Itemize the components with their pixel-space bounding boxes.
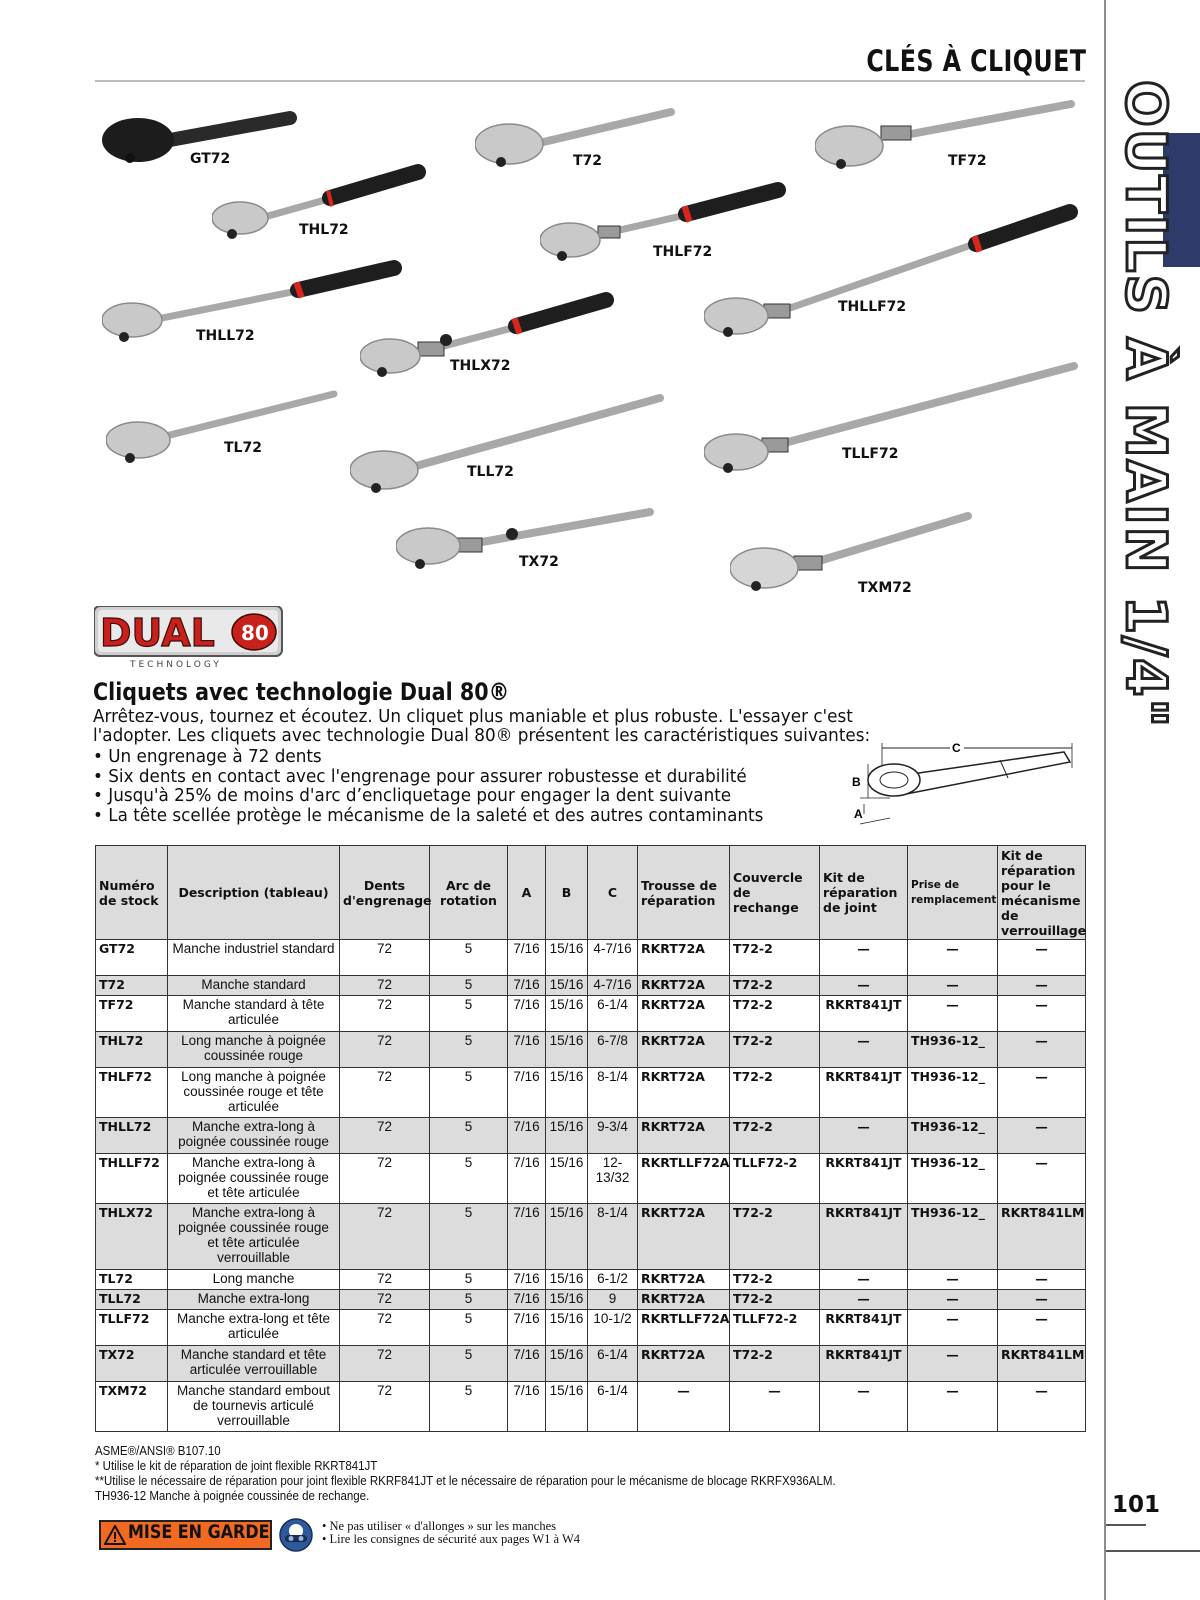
table-cell-a: 7/16 — [508, 1310, 546, 1346]
table-cell-b: 15/16 — [546, 1154, 588, 1204]
col-header-b: B — [546, 846, 588, 940]
table-cell-lock: — — [998, 1154, 1086, 1204]
table-cell-kit: RKRT72A — [638, 1118, 730, 1154]
table-cell-arc: 5 — [430, 976, 508, 996]
table-cell-grip: — — [908, 1270, 998, 1290]
table-cell-kit: RKRT72A — [638, 1204, 730, 1270]
table-row — [96, 1154, 1086, 1204]
table-row — [96, 1310, 1086, 1346]
table-cell-seal: RKRT841JT — [820, 1346, 908, 1382]
table-cell-a: 7/16 — [508, 1270, 546, 1290]
table-cell-seal: — — [820, 1270, 908, 1290]
table-cell-grip: — — [908, 976, 998, 996]
ratchet-image-thllf72 — [704, 200, 1084, 340]
table-cell-desc: Manche standard à tête articulée — [168, 996, 340, 1032]
feature-item: • Jusqu'à 25% de moins d'arc d’encliquetage pour engager la dent suivante — [93, 786, 732, 806]
product-label: TX72 — [519, 554, 559, 570]
table-cell-lock: — — [998, 996, 1086, 1032]
table-cell-sku: THLLF72 — [96, 1154, 168, 1204]
table-row — [96, 996, 1086, 1032]
table-cell-sku: TLLF72 — [96, 1310, 168, 1346]
table-row — [96, 1290, 1086, 1310]
table-cell-cover: T72-2 — [730, 1068, 820, 1118]
table-cell-b: 15/16 — [546, 996, 588, 1032]
table-cell-desc: Manche standard et tête articulée verrouillable — [168, 1346, 340, 1382]
table-cell-kit: RKRT72A — [638, 1068, 730, 1118]
warning-triangle-icon — [104, 1525, 126, 1545]
table-cell-teeth: 72 — [340, 1032, 430, 1068]
table-cell-sku: TXM72 — [96, 1382, 168, 1432]
ratchet-image-tll72 — [350, 388, 670, 498]
intro-line: l'adopter. Les cliquets avec technologie Dual 80® présentent les caractéristiques suivantes: — [93, 726, 871, 746]
table-cell-cover: — — [730, 1382, 820, 1432]
table-cell-cover: TLLF72-2 — [730, 1310, 820, 1346]
table-cell-grip: — — [908, 1290, 998, 1310]
table-cell-seal: RKRT841JT — [820, 1204, 908, 1270]
warning-text — [322, 1520, 580, 1546]
product-label: THLL72 — [196, 328, 255, 344]
intro-line: Arrêtez-vous, tournez et écoutez. Un cliquet plus maniable et plus robuste. L'essayer c'est — [93, 707, 853, 727]
dual80-logo — [94, 606, 284, 668]
warning-line: • Lire les consignes de sécurité aux pages W1 à W4 — [322, 1532, 580, 1546]
table-cell-b: 15/16 — [546, 1032, 588, 1068]
spec-table — [95, 845, 1086, 1432]
side-section-title: OUTILS À MAIN 1/4" — [1114, 80, 1178, 730]
feature-item: • Un engrenage à 72 dents — [93, 747, 322, 767]
table-cell-arc: 5 — [430, 1382, 508, 1432]
dim-label-c: C — [952, 741, 961, 755]
table-cell-c: 8-1/4 — [588, 1068, 638, 1118]
table-cell-kit: RKRT72A — [638, 1346, 730, 1382]
product-label: TLLF72 — [842, 446, 899, 462]
col-header-grip: Prise de remplacement — [908, 846, 998, 940]
table-cell-teeth: 72 — [340, 1154, 430, 1204]
table-cell-c: 6-1/4 — [588, 1382, 638, 1432]
table-cell-seal: — — [820, 940, 908, 976]
ratchet-image-txm72 — [730, 506, 980, 602]
table-cell-teeth: 72 — [340, 1382, 430, 1432]
table-cell-sku: T72 — [96, 976, 168, 996]
table-cell-desc: Manche extra-long et tête articulée — [168, 1310, 340, 1346]
footnotes — [95, 1444, 836, 1504]
table-cell-cover: T72-2 — [730, 1204, 820, 1270]
table-cell-cover: T72-2 — [730, 976, 820, 996]
table-cell-a: 7/16 — [508, 996, 546, 1032]
table-cell-cover: T72-2 — [730, 1346, 820, 1382]
table-row — [96, 1382, 1086, 1432]
table-cell-lock: RKRT841LM — [998, 1204, 1086, 1270]
logo-number: 80 — [241, 621, 269, 645]
table-cell-sku: THLX72 — [96, 1204, 168, 1270]
table-cell-lock: — — [998, 1032, 1086, 1068]
table-cell-b: 15/16 — [546, 1068, 588, 1118]
table-cell-grip: TH936-12_ — [908, 1204, 998, 1270]
logo-subtitle: TECHNOLOGY — [130, 660, 222, 668]
table-cell-seal: — — [820, 976, 908, 996]
table-cell-c: 4-7/16 — [588, 976, 638, 996]
table-row — [96, 940, 1086, 976]
table-body — [96, 940, 1086, 1432]
table-cell-cover: T72-2 — [730, 1118, 820, 1154]
table-cell-kit: RKRT72A — [638, 996, 730, 1032]
table-cell-sku: GT72 — [96, 940, 168, 976]
table-cell-kit: RKRT72A — [638, 1290, 730, 1310]
table-cell-teeth: 72 — [340, 1290, 430, 1310]
table-cell-teeth: 72 — [340, 996, 430, 1032]
feature-item: • La tête scellée protège le mécanisme de la saleté et des autres contaminants — [93, 805, 764, 826]
col-header-seal-kit: Kit de réparation de joint — [820, 846, 908, 940]
table-cell-seal: — — [820, 1290, 908, 1310]
table-cell-b: 15/16 — [546, 1346, 588, 1382]
table-cell-teeth: 72 — [340, 1204, 430, 1270]
table-cell-arc: 5 — [430, 1204, 508, 1270]
table-cell-lock: — — [998, 1068, 1086, 1118]
page-number-rule — [1106, 1550, 1200, 1552]
table-row — [96, 1032, 1086, 1068]
table-cell-grip: — — [908, 1310, 998, 1346]
table-cell-arc: 5 — [430, 1068, 508, 1118]
dim-label-a: A — [854, 807, 863, 821]
table-cell-arc: 5 — [430, 1154, 508, 1204]
product-label: THLX72 — [450, 358, 511, 374]
table-cell-b: 15/16 — [546, 1118, 588, 1154]
table-cell-desc: Manche standard — [168, 976, 340, 996]
table-row — [96, 1270, 1086, 1290]
table-cell-sku: TLL72 — [96, 1290, 168, 1310]
intro-paragraph — [93, 707, 871, 746]
table-cell-b: 15/16 — [546, 1310, 588, 1346]
col-header-repair-kit: Trousse de réparation — [638, 846, 730, 940]
table-cell-teeth: 72 — [340, 1310, 430, 1346]
table-cell-desc: Manche standard embout de tournevis articulé verrouillable — [168, 1382, 340, 1432]
table-cell-b: 15/16 — [546, 1204, 588, 1270]
table-cell-lock: — — [998, 1290, 1086, 1310]
table-cell-seal: RKRT841JT — [820, 996, 908, 1032]
section-heading: Cliquets avec technologie Dual 80® — [93, 678, 510, 706]
table-cell-c: 9 — [588, 1290, 638, 1310]
col-header-stock: Numéro de stock — [96, 846, 168, 940]
table-cell-kit: RKRTLLF72A — [638, 1154, 730, 1204]
feature-list — [93, 748, 763, 826]
product-label: TF72 — [948, 153, 987, 169]
footnote: TH936-12 Manche à poignée coussinée de rechange. — [95, 1489, 370, 1503]
feature-item: • Six dents en contact avec l'engrenage pour assurer robustesse et durabilité — [93, 766, 747, 787]
table-cell-seal: RKRT841JT — [820, 1068, 908, 1118]
page-title: CLÉS À CLIQUET — [865, 44, 1086, 78]
table-cell-seal: — — [820, 1382, 908, 1432]
col-header-cover: Couvercle de rechange — [730, 846, 820, 940]
table-cell-arc: 5 — [430, 1346, 508, 1382]
warning-line: • Ne pas utiliser « d'allonges » sur les manches — [322, 1519, 557, 1533]
page-number-rule — [1106, 1524, 1146, 1526]
table-cell-sku: TX72 — [96, 1346, 168, 1382]
table-cell-grip: — — [908, 940, 998, 976]
table-cell-grip: TH936-12_ — [908, 1154, 998, 1204]
table-cell-sku: TL72 — [96, 1270, 168, 1290]
table-cell-cover: T72-2 — [730, 996, 820, 1032]
table-cell-desc: Long manche — [168, 1270, 340, 1290]
table-cell-b: 15/16 — [546, 976, 588, 996]
table-cell-desc: Manche extra-long à poignée coussinée rouge — [168, 1118, 340, 1154]
product-label: THLLF72 — [838, 299, 907, 315]
table-cell-c: 12-13/32 — [588, 1154, 638, 1204]
table-row — [96, 1118, 1086, 1154]
table-cell-sku: THLF72 — [96, 1068, 168, 1118]
product-label: THL72 — [299, 222, 349, 238]
table-cell-grip: — — [908, 1346, 998, 1382]
table-cell-teeth: 72 — [340, 1068, 430, 1118]
table-cell-sku: THL72 — [96, 1032, 168, 1068]
table-cell-lock: — — [998, 1310, 1086, 1346]
page-number: 101 — [1112, 1492, 1161, 1518]
table-cell-teeth: 72 — [340, 1270, 430, 1290]
table-cell-arc: 5 — [430, 996, 508, 1032]
table-cell-a: 7/16 — [508, 940, 546, 976]
table-cell-a: 7/16 — [508, 1068, 546, 1118]
logo-word: DUAL — [100, 611, 215, 655]
table-cell-desc: Manche extra-long — [168, 1290, 340, 1310]
table-row — [96, 976, 1086, 996]
table-cell-lock: — — [998, 1382, 1086, 1432]
table-cell-grip: TH936-12_ — [908, 1068, 998, 1118]
header-rule — [95, 80, 1085, 82]
table-cell-a: 7/16 — [508, 976, 546, 996]
table-cell-a: 7/16 — [508, 1290, 546, 1310]
product-label: TLL72 — [467, 464, 514, 480]
table-cell-desc: Manche industriel standard — [168, 940, 340, 976]
table-cell-kit: — — [638, 1382, 730, 1432]
table-cell-lock: — — [998, 940, 1086, 976]
table-row — [96, 1204, 1086, 1270]
table-cell-desc: Long manche à poignée coussinée rouge et tête articulée — [168, 1068, 340, 1118]
product-label: TL72 — [224, 440, 262, 456]
dim-label-b: B — [852, 775, 861, 789]
table-cell-lock: — — [998, 1270, 1086, 1290]
table-cell-arc: 5 — [430, 1270, 508, 1290]
table-cell-seal: — — [820, 1118, 908, 1154]
table-cell-cover: TLLF72-2 — [730, 1154, 820, 1204]
table-cell-arc: 5 — [430, 1118, 508, 1154]
product-label: T72 — [573, 153, 603, 169]
warning-label: MISE EN GARDE — [128, 1521, 270, 1543]
table-cell-grip: — — [908, 1382, 998, 1432]
table-cell-teeth: 72 — [340, 1118, 430, 1154]
table-cell-a: 7/16 — [508, 1118, 546, 1154]
table-cell-kit: RKRT72A — [638, 940, 730, 976]
table-cell-seal: RKRT841JT — [820, 1154, 908, 1204]
table-cell-arc: 5 — [430, 1032, 508, 1068]
table-cell-arc: 5 — [430, 1290, 508, 1310]
table-cell-lock: RKRT841LM — [998, 1346, 1086, 1382]
table-cell-teeth: 72 — [340, 1346, 430, 1382]
table-cell-b: 15/16 — [546, 1270, 588, 1290]
table-cell-a: 7/16 — [508, 1382, 546, 1432]
table-cell-desc: Manche extra-long à poignée coussinée rouge et tête articulée verrouillable — [168, 1204, 340, 1270]
table-cell-arc: 5 — [430, 1310, 508, 1346]
footnote: **Utilise le nécessaire de réparation pour joint flexible RKRF841JT et le nécessaire de réparation pour le mécanisme de blocage RKRFX936ALM. — [95, 1474, 836, 1488]
table-cell-arc: 5 — [430, 940, 508, 976]
table-cell-a: 7/16 — [508, 1154, 546, 1204]
table-header-row — [96, 846, 1086, 940]
table-cell-c: 8-1/4 — [588, 1204, 638, 1270]
table-cell-lock: — — [998, 1118, 1086, 1154]
table-cell-b: 15/16 — [546, 940, 588, 976]
safety-goggles-icon — [279, 1518, 313, 1552]
table-cell-grip: — — [908, 996, 998, 1032]
footnote: * Utilise le kit de réparation de joint flexible RKRT841JT — [95, 1459, 378, 1473]
table-cell-kit: RKRT72A — [638, 1270, 730, 1290]
table-cell-a: 7/16 — [508, 1204, 546, 1270]
table-cell-grip: TH936-12_ — [908, 1118, 998, 1154]
table-cell-cover: T72-2 — [730, 1270, 820, 1290]
table-cell-c: 9-3/4 — [588, 1118, 638, 1154]
table-cell-b: 15/16 — [546, 1382, 588, 1432]
product-label: GT72 — [190, 151, 231, 167]
table-cell-c: 10-1/2 — [588, 1310, 638, 1346]
table-cell-b: 15/16 — [546, 1290, 588, 1310]
col-header-c: C — [588, 846, 638, 940]
table-cell-cover: T72-2 — [730, 1032, 820, 1068]
product-label: TXM72 — [858, 580, 912, 596]
table-cell-desc: Long manche à poignée coussinée rouge — [168, 1032, 340, 1068]
col-header-lock-kit: Kit de réparation pour le mécanisme de verrouillage — [998, 846, 1086, 940]
table-cell-kit: RKRT72A — [638, 976, 730, 996]
table-cell-seal: — — [820, 1032, 908, 1068]
col-header-description: Description (tableau) — [168, 846, 340, 940]
col-header-arc: Arc de rotation — [430, 846, 508, 940]
side-divider — [1104, 0, 1106, 1600]
table-cell-cover: T72-2 — [730, 1290, 820, 1310]
table-cell-c: 6-1/2 — [588, 1270, 638, 1290]
table-cell-cover: T72-2 — [730, 940, 820, 976]
dimension-diagram — [850, 740, 1086, 826]
table-cell-teeth: 72 — [340, 940, 430, 976]
table-cell-seal: RKRT841JT — [820, 1310, 908, 1346]
table-cell-sku: THLL72 — [96, 1118, 168, 1154]
table-cell-c: 6-1/4 — [588, 996, 638, 1032]
table-row — [96, 1068, 1086, 1118]
table-cell-sku: TF72 — [96, 996, 168, 1032]
col-header-teeth: Dents d'engrenage — [340, 846, 430, 940]
table-cell-teeth: 72 — [340, 976, 430, 996]
table-cell-c: 6-7/8 — [588, 1032, 638, 1068]
table-cell-a: 7/16 — [508, 1032, 546, 1068]
col-header-a: A — [508, 846, 546, 940]
table-cell-a: 7/16 — [508, 1346, 546, 1382]
table-cell-desc: Manche extra-long à poignée coussinée rouge et tête articulée — [168, 1154, 340, 1204]
table-cell-kit: RKRT72A — [638, 1032, 730, 1068]
table-cell-grip: TH936-12_ — [908, 1032, 998, 1068]
table-cell-lock: — — [998, 976, 1086, 996]
table-row — [96, 1346, 1086, 1382]
table-cell-c: 6-1/4 — [588, 1346, 638, 1382]
product-label: THLF72 — [653, 244, 713, 260]
table-cell-c: 4-7/16 — [588, 940, 638, 976]
footnote: ASME®/ANSI® B107.10 — [95, 1444, 221, 1458]
table-cell-kit: RKRTLLF72A — [638, 1310, 730, 1346]
